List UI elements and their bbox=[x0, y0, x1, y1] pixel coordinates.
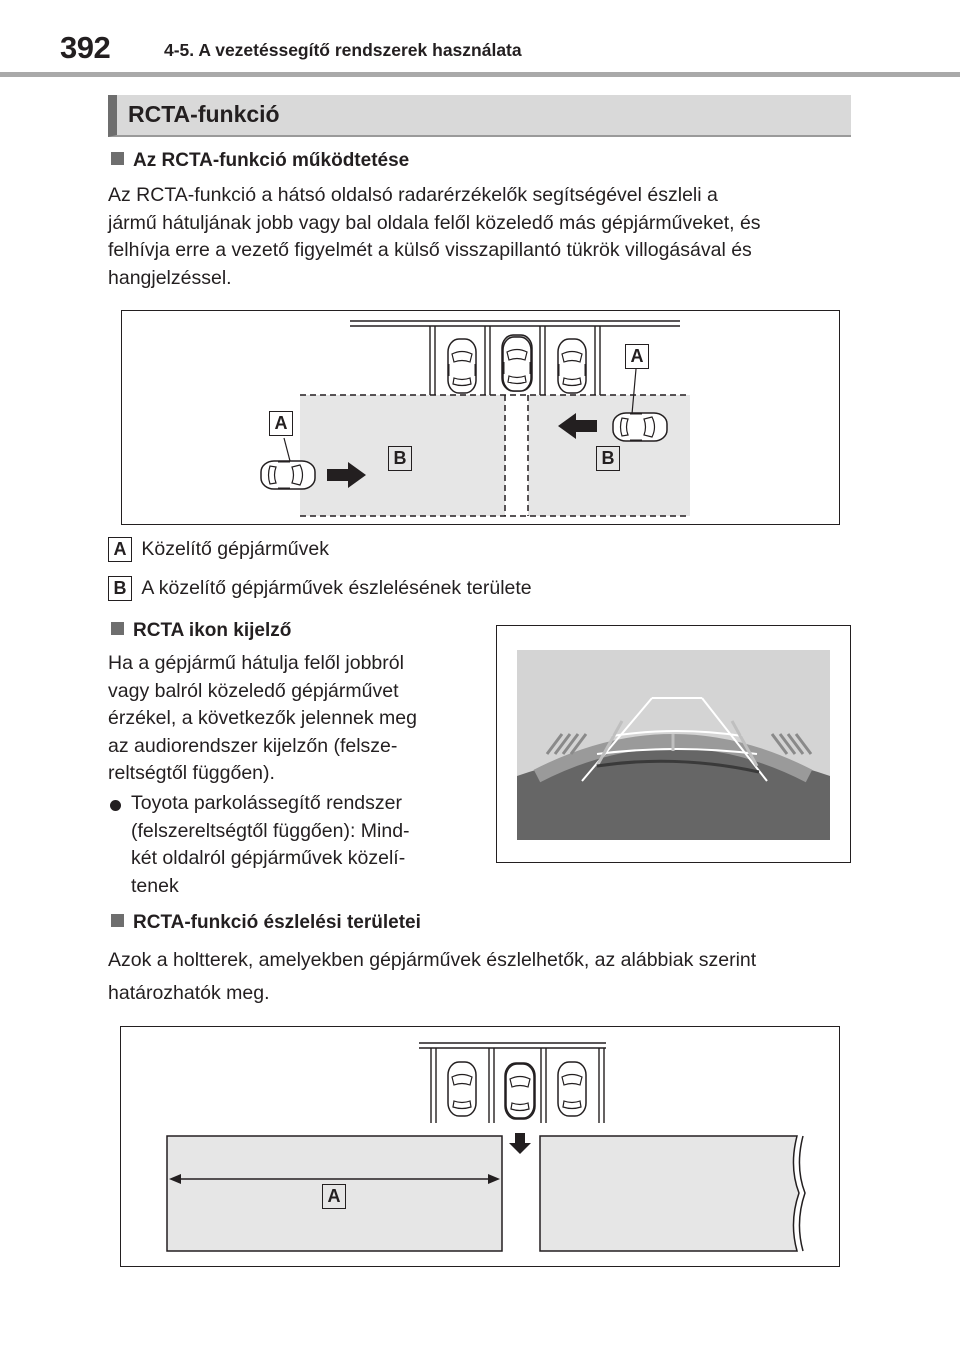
text-line: (felszereltségtől függően): Mind- bbox=[131, 819, 410, 842]
legend-text-a: Közelítő gépjárművek bbox=[141, 538, 329, 560]
operation-paragraph bbox=[108, 182, 868, 292]
square-bullet-icon bbox=[111, 622, 124, 635]
text-line: érzékel, a következők jelennek meg bbox=[108, 707, 417, 729]
own-car-reversing bbox=[502, 335, 532, 391]
text-line: határozhatók meg. bbox=[108, 981, 270, 1004]
operation-heading-text: Az RCTA-funkció működtetése bbox=[133, 150, 410, 171]
text-line: az audiorendszer kijelzőn (felsze- bbox=[108, 734, 398, 757]
detection-area-diagram bbox=[120, 1026, 840, 1267]
own-car-reversing bbox=[505, 1063, 535, 1119]
parked-car-left bbox=[448, 1062, 476, 1116]
rcta-parking-diagram bbox=[121, 310, 840, 525]
legend-item-b bbox=[108, 576, 532, 601]
text-line: Azok a holtterek, amelyekben gépjárművek észlelhetők, az alábbiak szerint bbox=[108, 949, 757, 971]
parking-illustration bbox=[122, 311, 838, 523]
operation-heading bbox=[111, 150, 409, 172]
text-line: jármű hátuljának jobb vagy bal oldala felől közeledő más gépjárműveket, és bbox=[108, 211, 761, 234]
label-b-right: B bbox=[596, 446, 620, 471]
text-line: Ha a gépjármű hátulja felől jobbról bbox=[108, 652, 404, 674]
detection-area-illustration bbox=[121, 1027, 838, 1265]
legend-item-a bbox=[108, 537, 329, 562]
text-line: Toyota parkolássegítő rendszer bbox=[131, 792, 402, 814]
icon-display-heading bbox=[111, 620, 291, 642]
text-line: felhívja erre a vezető figyelmét a külső visszapillantó tükrök villogásával és bbox=[108, 239, 752, 261]
icon-display-paragraph bbox=[108, 650, 478, 788]
label-a-left: A bbox=[269, 411, 293, 436]
detection-areas-paragraph bbox=[108, 947, 868, 1007]
square-bullet-icon bbox=[111, 152, 124, 165]
bullet-icon bbox=[110, 800, 121, 811]
camera-view bbox=[497, 626, 849, 861]
legend-key-a: A bbox=[108, 537, 132, 562]
icon-display-bullet bbox=[131, 790, 476, 900]
approaching-car-right bbox=[613, 413, 667, 441]
icon-display-heading-text: RCTA ikon kijelző bbox=[133, 620, 292, 641]
label-b-left: B bbox=[388, 446, 412, 471]
square-bullet-icon bbox=[111, 914, 124, 927]
text-line: vagy balról közeledő gépjárművet bbox=[108, 679, 399, 702]
rear-camera-screen-illustration bbox=[496, 625, 851, 863]
legend-text-b: A közelítő gépjárművek észlelésének területe bbox=[141, 577, 532, 599]
text-line: Az RCTA-funkció a hátsó oldalsó radarérzékelők segítségével észleli a bbox=[108, 184, 718, 206]
text-line: reltségtől függően). bbox=[108, 762, 275, 784]
detection-area-right bbox=[540, 1136, 799, 1251]
page-number: 392 bbox=[60, 30, 111, 65]
section-title: RCTA-funkció bbox=[128, 101, 280, 127]
parked-car-right bbox=[558, 339, 586, 393]
text-line: hangjelzéssel. bbox=[108, 266, 232, 289]
text-line: két oldalról gépjárművek közelí- bbox=[131, 847, 406, 869]
label-a: A bbox=[322, 1184, 346, 1209]
chapter-title: 4-5. A vezetéssegítő rendszerek használata bbox=[164, 40, 522, 60]
header-rule bbox=[0, 72, 960, 77]
text-line: tenek bbox=[131, 874, 179, 897]
approaching-car-left bbox=[261, 461, 315, 489]
parked-car-left bbox=[448, 339, 476, 393]
label-a-right: A bbox=[625, 344, 649, 369]
legend-key-b: B bbox=[108, 576, 132, 601]
parked-car-right bbox=[558, 1062, 586, 1116]
detection-areas-heading-text: RCTA-funkció észlelési területei bbox=[133, 912, 421, 933]
detection-areas-heading bbox=[111, 912, 421, 934]
arrow-down-icon bbox=[509, 1133, 531, 1154]
